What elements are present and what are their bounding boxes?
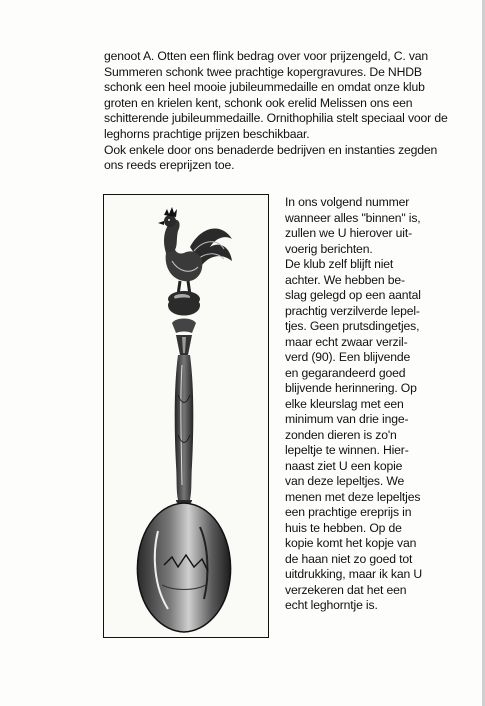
right-paragraph-2: De klub zelf blijft niet achter. We hebben be- slag gelegd op een aantal prachtig verzilverde lepel- tjes. Geen prutsdingetjes, maar echt zwaar verzil- verd (90). Een blijvende en gegarandeerd goed blijvende herinnering. Op elke kleurslag met een minimum van drie inge- zonden dieren is zo'n lepeltje te winnen. Hier- naast ziet U een kopie van deze lepeltjes. We menen met deze lepeltjes een prachtige ereprijs in huis te hebben. Op de kopie komt het kopje van de haan niet zo goed tot uitdrukking, maar ik kan U verzekeren dat het een echt leghorntje is. [285, 257, 422, 612]
spoon-handle [175, 355, 194, 505]
top-paragraph-1: genoot A. Otten een flink bedrag over voor prijzengeld, C. van Summeren schonk twee prachtige kopergravures. De NHDB schonk een heel mooie jubileummedaille en omdat onze klub groten en krielen kent, schonk ook erelid Melissen ons een schitterende jubileummedaille. Ornithophilia stelt speciaal voor de leghorns prachtige prijzen beschikbaar. [104, 49, 448, 141]
spoon-bowl [137, 503, 230, 632]
handle-collar [168, 298, 200, 356]
spoon-photo-frame [103, 194, 269, 638]
top-paragraph-2: Ook enkele door ons benaderde bedrijven en instanties zegden ons reeds ereprijzen toe. [104, 142, 438, 173]
spoon-illustration [104, 195, 267, 636]
rooster-figure [158, 207, 232, 307]
right-text-column [285, 195, 447, 614]
right-paragraph-1: In ons volgend nummer wanneer alles "binnen" is, zullen we U hierover uit- voerig berichten. [285, 195, 421, 256]
top-text-block [104, 49, 454, 174]
